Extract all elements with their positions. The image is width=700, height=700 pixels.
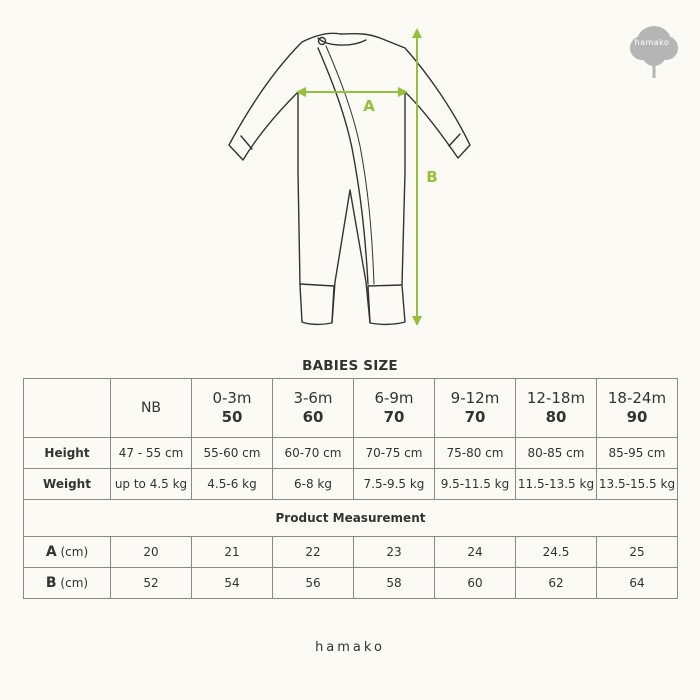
measurement-a-cell: 20 (111, 537, 192, 568)
height-label: Height (24, 438, 111, 469)
brand-badge-icon (628, 22, 680, 80)
size-cm: 90 (626, 408, 648, 426)
measurement-b-cell: 58 (354, 568, 435, 599)
measurement-b-letter: B (45, 575, 57, 591)
size-header-row (24, 379, 678, 438)
measurement-a-cell: 22 (273, 537, 354, 568)
measurement-a-unit: (cm) (60, 545, 89, 559)
size-age: NB (140, 400, 162, 416)
measurement-b-label (24, 568, 111, 599)
brand-badge-text: hamako (634, 38, 670, 47)
height-cell: 80-85 cm (516, 438, 597, 469)
measurement-a-cell: 23 (354, 537, 435, 568)
size-age: 0-3m (212, 389, 252, 407)
weight-cell: 4.5-6 kg (192, 469, 273, 500)
measurement-b-cell: 56 (273, 568, 354, 599)
size-table (23, 378, 678, 599)
weight-cell: 13.5-15.5 kg (597, 469, 678, 500)
size-col (273, 379, 354, 438)
height-cell: 60-70 cm (273, 438, 354, 469)
height-cell: 55-60 cm (192, 438, 273, 469)
corner-cell (24, 379, 111, 438)
size-cm: 60 (302, 408, 324, 426)
weight-row (24, 469, 678, 500)
height-cell: 85-95 cm (597, 438, 678, 469)
weight-cell: 6-8 kg (273, 469, 354, 500)
size-col (597, 379, 678, 438)
measurement-a-cell: 25 (597, 537, 678, 568)
measurement-b-arrow (412, 28, 422, 326)
measurement-b-unit: (cm) (60, 576, 89, 590)
height-cell: 75-80 cm (435, 438, 516, 469)
measurement-b-cell: 64 (597, 568, 678, 599)
measurement-a-arrow (296, 87, 408, 97)
size-cm: 70 (383, 408, 405, 426)
size-col (435, 379, 516, 438)
height-row (24, 438, 678, 469)
size-age: 9-12m (450, 389, 500, 407)
product-measurement-title: Product Measurement (24, 500, 678, 537)
weight-cell: 9.5-11.5 kg (435, 469, 516, 500)
size-cm: 50 (221, 408, 243, 426)
measurement-b-cell: 60 (435, 568, 516, 599)
size-age: 18-24m (607, 389, 667, 407)
measurement-a-letter: A (45, 544, 57, 560)
weight-cell: 11.5-13.5 kg (516, 469, 597, 500)
label-b: B (426, 168, 438, 186)
measurement-a-label (24, 537, 111, 568)
size-col (192, 379, 273, 438)
footer-brand-logo: hamako (315, 640, 385, 655)
height-cell: 47 - 55 cm (111, 438, 192, 469)
measurement-b-cell: 52 (111, 568, 192, 599)
size-age: 3-6m (293, 389, 333, 407)
garment-diagram (0, 0, 700, 340)
measurement-b-cell: 62 (516, 568, 597, 599)
measurement-a-row (24, 537, 678, 568)
size-cm: 80 (545, 408, 567, 426)
weight-cell: 7.5-9.5 kg (354, 469, 435, 500)
measurement-b-cell: 54 (192, 568, 273, 599)
size-cm: 70 (464, 408, 486, 426)
measurement-a-cell: 21 (192, 537, 273, 568)
size-age: 12-18m (526, 389, 586, 407)
measurement-a-cell: 24 (435, 537, 516, 568)
size-col (354, 379, 435, 438)
height-cell: 70-75 cm (354, 438, 435, 469)
label-a: A (363, 97, 375, 115)
weight-label: Weight (24, 469, 111, 500)
table-title: BABIES SIZE (302, 358, 398, 374)
weight-cell: up to 4.5 kg (111, 469, 192, 500)
size-age: 6-9m (374, 389, 414, 407)
size-col-nb (111, 379, 192, 438)
measurement-a-cell: 24.5 (516, 537, 597, 568)
measurement-b-row (24, 568, 678, 599)
size-col (516, 379, 597, 438)
product-measurement-row (24, 500, 678, 537)
